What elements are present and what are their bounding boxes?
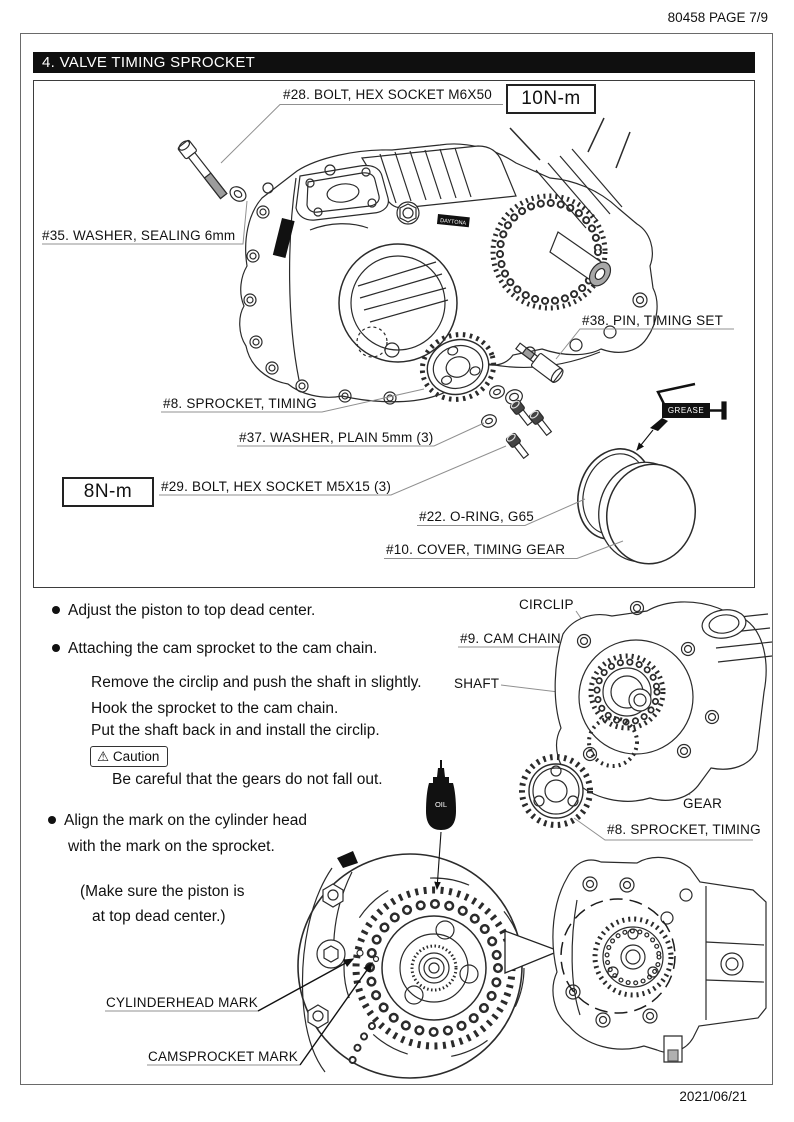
step-3-line-1: Align the mark on the cylinder head [48,812,307,830]
section-title-bar [33,52,755,73]
label-washer-35: #35. WASHER, SEALING 6mm [42,228,236,243]
label-circlip: CIRCLIP [519,597,574,612]
label-cover-10: #10. COVER, TIMING GEAR [386,542,566,557]
label-cylinderhead-mark: CYLINDERHEAD MARK [106,995,258,1010]
step-3-line-2: with the mark on the sprocket. [68,838,275,855]
caution-box: ⚠ Caution [90,746,168,767]
label-sprocket-8: #8. SPROCKET, TIMING [163,396,317,411]
note-line-2: at top dead center.) [92,908,226,925]
bullet-icon [52,606,60,614]
grease-icon-label: GREASE [662,403,710,418]
step-2-sub-1: Remove the circlip and push the shaft in slightly. [91,674,422,691]
step-2: Attaching the cam sprocket to the cam chain. [52,640,377,658]
torque-box-8nm: 8N-m [62,477,154,507]
svg-text:DAYTONA: DAYTONA [298,222,312,252]
caution-text: Be careful that the gears do not fall out. [112,771,383,788]
bullet-icon [52,644,60,652]
label-bolt-29: #29. BOLT, HEX SOCKET M5X15 (3) [161,479,392,494]
revision-date: 2021/06/21 [679,1089,747,1104]
label-pin-38: #38. PIN, TIMING SET [582,313,724,328]
warning-triangle-icon: ⚠ [97,749,110,764]
label-bolt-28: #28. BOLT, HEX SOCKET M6X50 [283,87,492,102]
exploded-diagram-box [33,80,755,588]
bullet-icon [48,816,56,824]
section-title: 4. VALVE TIMING SPROCKET [42,54,256,71]
label-sprocket-8-bottom: #8. SPROCKET, TIMING [607,822,761,837]
torque-box-10nm: 10N-m [506,84,596,114]
step-1: Adjust the piston to top dead center. [52,602,315,620]
page-number: 80458 PAGE 7/9 [667,10,768,25]
label-washer-37: #37. WASHER, PLAIN 5mm (3) [239,430,434,445]
svg-text:DAYTONA: DAYTONA [439,218,467,227]
oil-icon-label: OIL [434,800,448,809]
step-2-sub-2: Hook the sprocket to the cam chain. [91,700,339,717]
label-camsprocket-mark: CAMSPROCKET MARK [148,1049,298,1064]
label-gear: GEAR [683,796,723,811]
label-oring-22: #22. O-RING, G65 [419,509,534,524]
note-line-1: (Make sure the piston is [80,883,245,900]
label-shaft: SHAFT [454,676,500,691]
label-cam-chain-9: #9. CAM CHAIN [460,631,561,646]
step-2-sub-3: Put the shaft back in and install the circlip. [91,722,380,739]
